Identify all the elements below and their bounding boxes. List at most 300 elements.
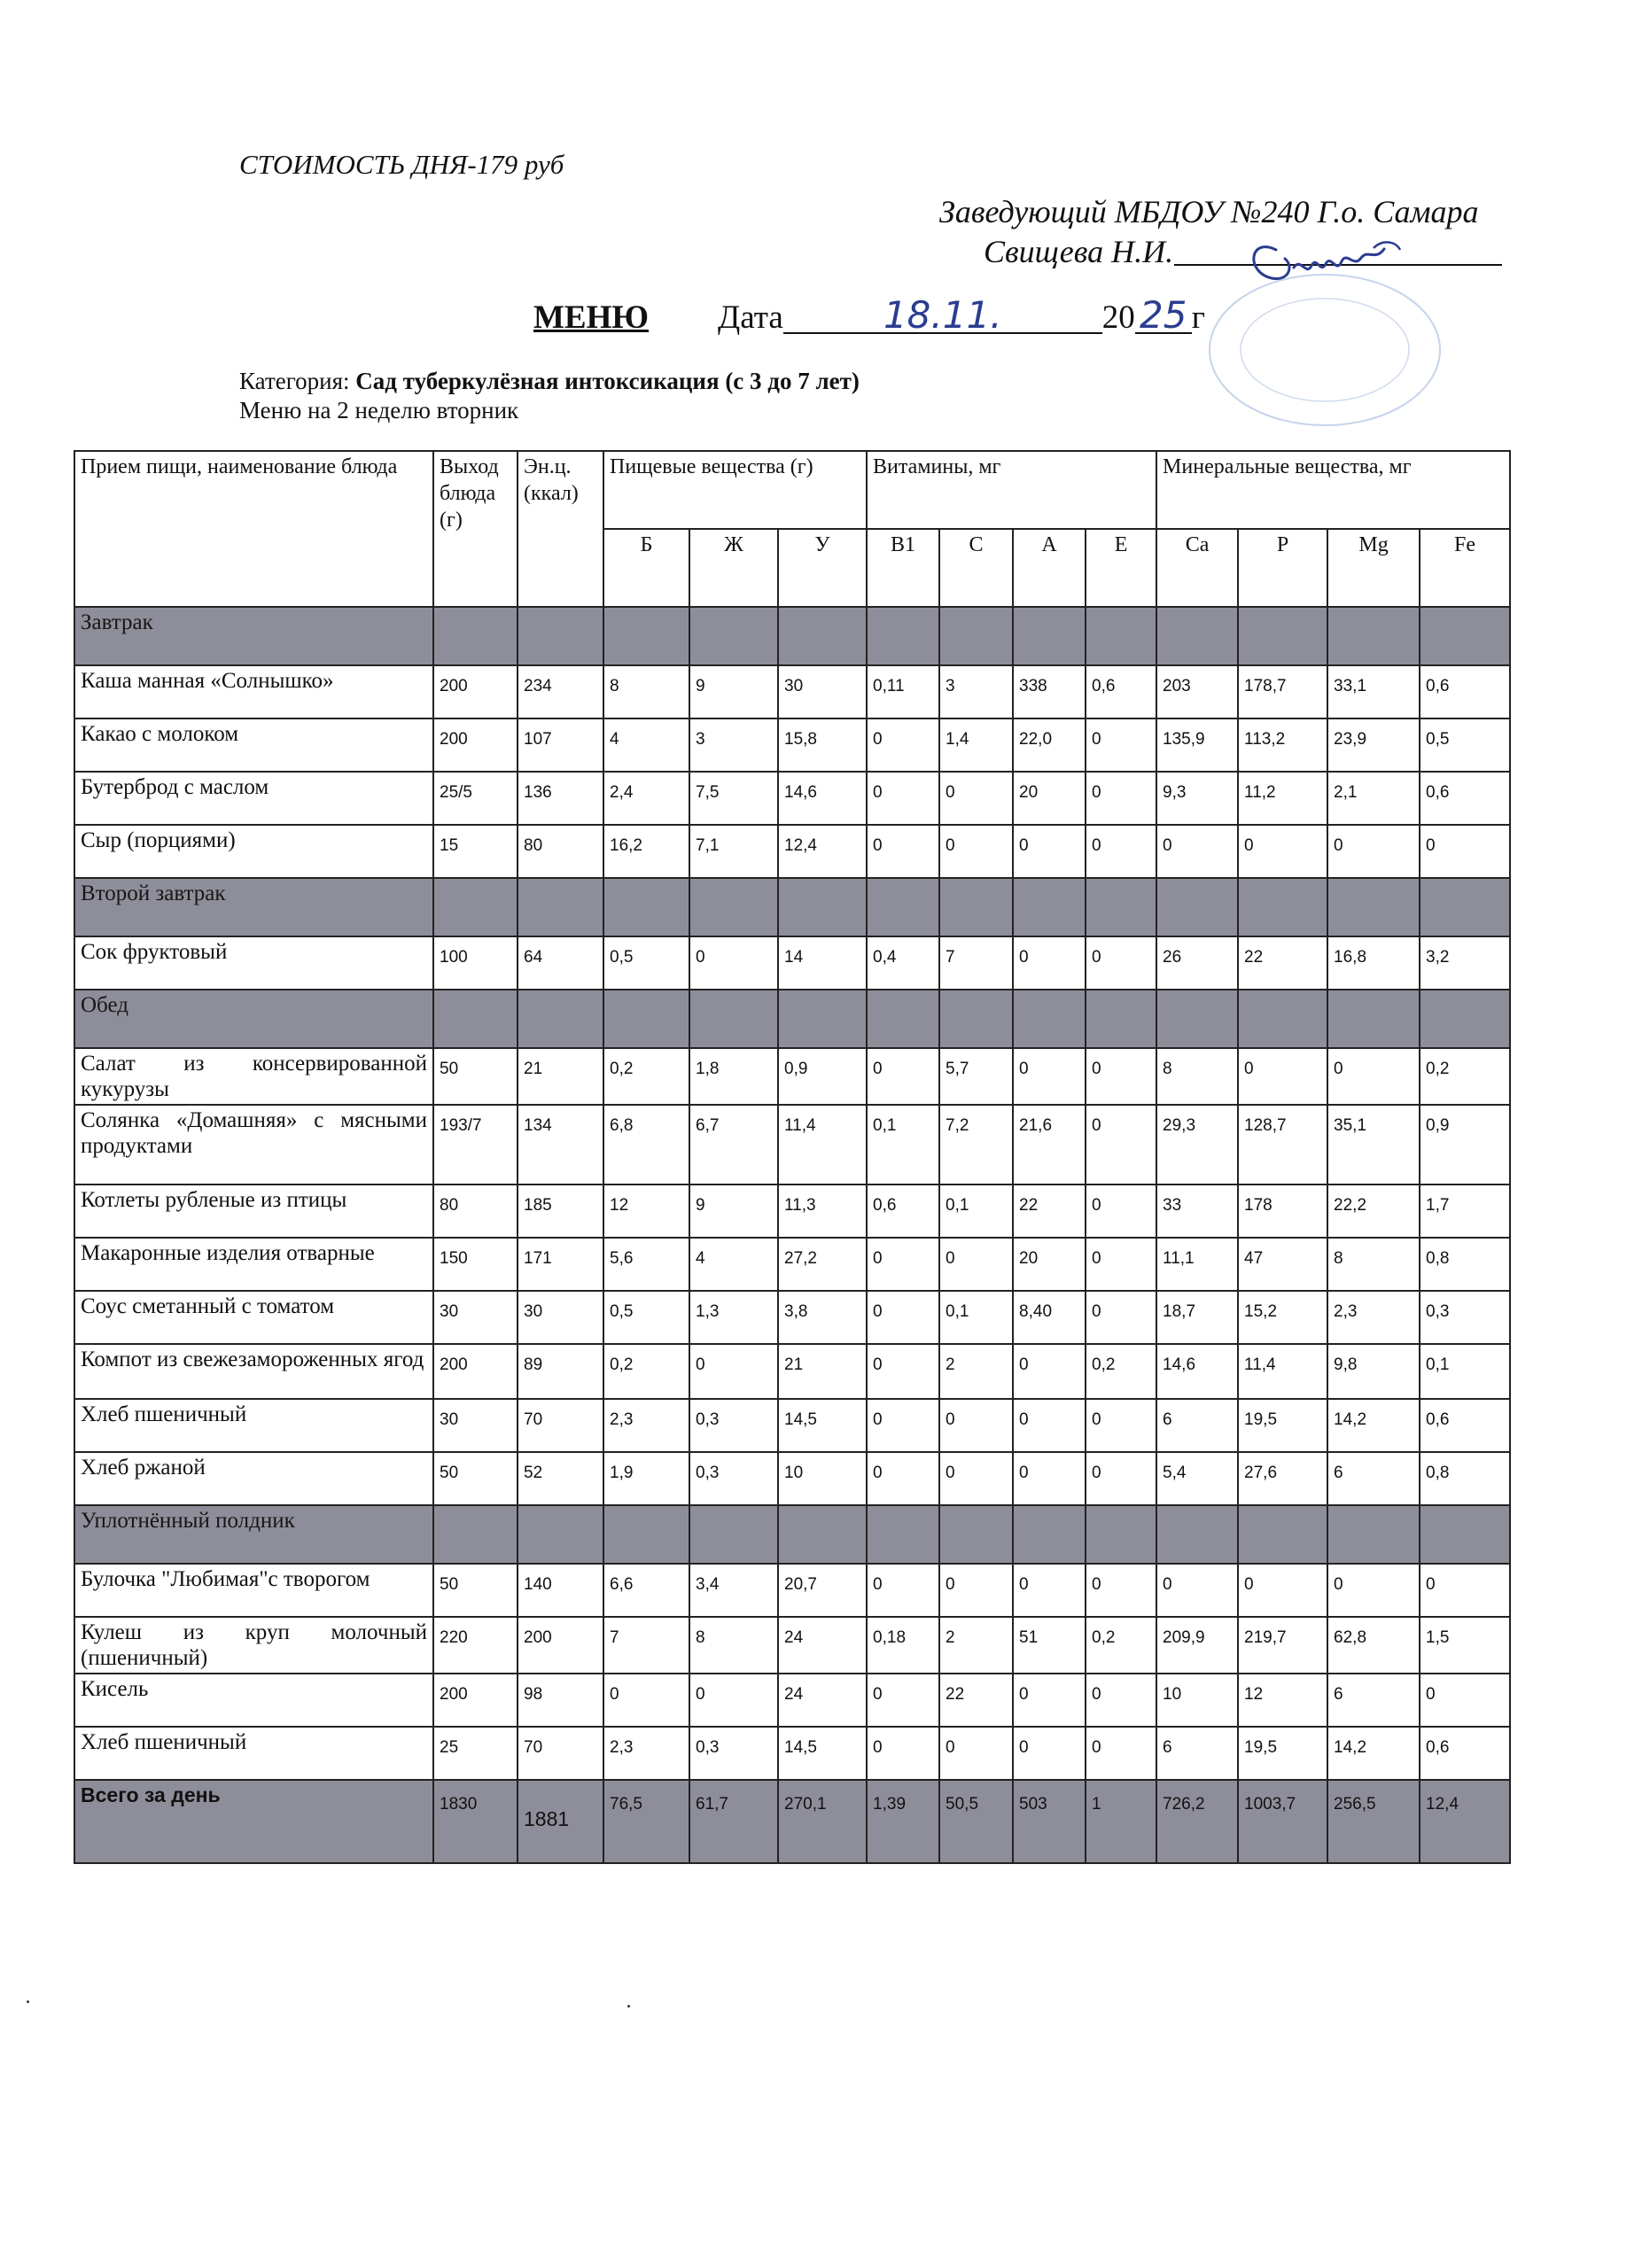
value-cell: 0 [1013, 1674, 1086, 1727]
value-cell: 8,40 [1013, 1291, 1086, 1344]
table-row [74, 1564, 1510, 1617]
section-cell [1013, 607, 1086, 665]
value-cell: 50,5 [939, 1780, 1013, 1863]
value-cell: 200 [433, 1674, 518, 1727]
dish-name: Солянка «Домашняя» с мясными продуктами [74, 1105, 433, 1184]
section-cell [1013, 990, 1086, 1048]
value-cell: 0 [1086, 1564, 1156, 1617]
value-cell: 22 [1238, 936, 1327, 990]
value-cell: 15 [433, 825, 518, 878]
value-cell: 6 [1156, 1399, 1238, 1452]
dish-name: Компот из свежезамороженных ягод [74, 1344, 433, 1399]
section-cell [1420, 607, 1510, 665]
section-cell [778, 607, 867, 665]
value-cell: 0 [939, 1452, 1013, 1505]
table-row [74, 665, 1510, 718]
value-cell: 0,18 [867, 1617, 939, 1674]
value-cell: 1830 [433, 1780, 518, 1863]
section-cell [1420, 1505, 1510, 1564]
section-cell [1327, 990, 1420, 1048]
year-prefix: 20 [1101, 299, 1135, 336]
value-cell: 64 [518, 936, 603, 990]
value-cell: 0 [1086, 1238, 1156, 1291]
section-cell [867, 607, 939, 665]
section-cell [518, 1505, 603, 1564]
value-cell: 30 [433, 1291, 518, 1344]
section-cell [778, 878, 867, 936]
section-cell [1327, 607, 1420, 665]
date-line [718, 293, 1205, 337]
value-cell: 0,3 [689, 1399, 778, 1452]
category-label: Категория: [239, 368, 350, 394]
section-cell [603, 1505, 689, 1564]
value-cell: 0 [1086, 1674, 1156, 1727]
value-cell: 185 [518, 1184, 603, 1238]
section-row [74, 990, 1510, 1048]
value-cell: 203 [1156, 665, 1238, 718]
value-cell: 200 [433, 1344, 518, 1399]
section-cell [518, 878, 603, 936]
section-cell [867, 1505, 939, 1564]
subheader-cell: B1 [867, 529, 939, 607]
subheader-cell: С [939, 529, 1013, 607]
header-minerals: Минеральные вещества, мг [1156, 451, 1510, 529]
value-cell: 0 [1156, 825, 1238, 878]
value-cell: 0 [939, 1564, 1013, 1617]
subheader-cell: Р [1238, 529, 1327, 607]
section-cell [1420, 990, 1510, 1048]
table-row [74, 1184, 1510, 1238]
value-cell: 3,2 [1420, 936, 1510, 990]
value-cell: 98 [518, 1674, 603, 1727]
value-cell: 1,9 [603, 1452, 689, 1505]
value-cell: 193/7 [433, 1105, 518, 1184]
value-cell: 29,3 [1156, 1105, 1238, 1184]
value-cell: 26 [1156, 936, 1238, 990]
header-energy: Эн.ц. (ккал) [518, 451, 603, 607]
section-cell [1156, 878, 1238, 936]
value-cell: 0 [1420, 825, 1510, 878]
value-cell: 22 [1013, 1184, 1086, 1238]
date-value: 18.11. [783, 299, 1102, 334]
value-cell: 0 [1327, 825, 1420, 878]
section-cell [1238, 878, 1327, 936]
value-cell: 0 [939, 772, 1013, 825]
section-cell [518, 607, 603, 665]
table-row [74, 1399, 1510, 1452]
value-cell: 0 [867, 1238, 939, 1291]
value-cell: 14,2 [1327, 1399, 1420, 1452]
week-line: Меню на 2 неделю вторник [239, 397, 519, 423]
table-row [74, 1048, 1510, 1105]
value-cell: 0 [1327, 1048, 1420, 1105]
value-cell: 52 [518, 1452, 603, 1505]
value-cell: 178 [1238, 1184, 1327, 1238]
value-cell: 0 [939, 1399, 1013, 1452]
value-cell: 21 [518, 1048, 603, 1105]
value-cell: 5,4 [1156, 1452, 1238, 1505]
value-cell: 503 [1013, 1780, 1086, 1863]
section-cell [939, 878, 1013, 936]
value-cell: 0,5 [603, 936, 689, 990]
value-cell: 0 [1156, 1564, 1238, 1617]
dish-name: Соус сметанный с томатом [74, 1291, 433, 1344]
value-cell: 6 [1327, 1674, 1420, 1727]
section-cell [1086, 607, 1156, 665]
value-cell: 30 [778, 665, 867, 718]
value-cell: 2 [939, 1617, 1013, 1674]
section-cell [939, 990, 1013, 1048]
value-cell: 3 [939, 665, 1013, 718]
value-cell: 7,1 [689, 825, 778, 878]
value-cell: 0 [1013, 1344, 1086, 1399]
value-cell: 8 [603, 665, 689, 718]
value-cell: 0 [1013, 1564, 1086, 1617]
section-cell [867, 878, 939, 936]
section-cell [867, 990, 939, 1048]
category-value: Сад туберкулёзная интоксикация (с 3 до 7 лет) [355, 368, 860, 394]
value-cell: 0 [1086, 772, 1156, 825]
value-cell: 0 [689, 1674, 778, 1727]
value-cell: 15,8 [778, 718, 867, 772]
value-cell: 0,4 [867, 936, 939, 990]
value-cell: 338 [1013, 665, 1086, 718]
subheader-cell: Fe [1420, 529, 1510, 607]
value-cell: 11,4 [778, 1105, 867, 1184]
value-cell: 14 [778, 936, 867, 990]
section-cell [1238, 607, 1327, 665]
value-cell: 35,1 [1327, 1105, 1420, 1184]
value-cell: 1 [1086, 1780, 1156, 1863]
value-cell: 19,5 [1238, 1727, 1327, 1780]
section-cell [939, 607, 1013, 665]
value-cell: 14,6 [1156, 1344, 1238, 1399]
value-cell: 134 [518, 1105, 603, 1184]
value-cell: 3 [689, 718, 778, 772]
value-cell: 30 [518, 1291, 603, 1344]
value-cell: 0 [1420, 1564, 1510, 1617]
value-cell: 14,5 [778, 1399, 867, 1452]
value-cell: 0,2 [603, 1344, 689, 1399]
dish-name: Хлеб ржаной [74, 1452, 433, 1505]
table-row [74, 1727, 1510, 1780]
value-cell: 0 [867, 1344, 939, 1399]
value-cell: 0 [689, 936, 778, 990]
value-cell: 50 [433, 1564, 518, 1617]
value-cell: 9,8 [1327, 1344, 1420, 1399]
value-cell: 6 [1327, 1452, 1420, 1505]
value-cell: 61,7 [689, 1780, 778, 1863]
value-cell: 0 [1013, 1048, 1086, 1105]
section-cell [1086, 878, 1156, 936]
date-label: Дата [718, 299, 783, 336]
value-cell: 7 [939, 936, 1013, 990]
value-cell: 2,1 [1327, 772, 1420, 825]
value-cell: 33 [1156, 1184, 1238, 1238]
value-cell: 0 [867, 825, 939, 878]
table-row [74, 772, 1510, 825]
table-row [74, 825, 1510, 878]
value-cell: 1003,7 [1238, 1780, 1327, 1863]
section-row [74, 1505, 1510, 1564]
value-cell: 6 [1156, 1727, 1238, 1780]
value-cell: 1,5 [1420, 1617, 1510, 1674]
value-cell: 0 [939, 1727, 1013, 1780]
value-cell: 0 [867, 1727, 939, 1780]
value-cell: 209,9 [1156, 1617, 1238, 1674]
value-cell: 50 [433, 1048, 518, 1105]
value-cell: 0,3 [689, 1727, 778, 1780]
value-cell: 25 [433, 1727, 518, 1780]
director-name: Свищева Н.И. [984, 234, 1174, 269]
section-cell [518, 990, 603, 1048]
value-cell: 20,7 [778, 1564, 867, 1617]
dish-name: Сыр (порциями) [74, 825, 433, 878]
value-cell: 4 [603, 718, 689, 772]
section-cell [603, 990, 689, 1048]
section-title: Второй завтрак [74, 878, 433, 936]
value-cell: 70 [518, 1727, 603, 1780]
value-cell: 234 [518, 665, 603, 718]
value-cell: 25/5 [433, 772, 518, 825]
value-cell: 8 [1156, 1048, 1238, 1105]
value-cell: 0,9 [778, 1048, 867, 1105]
table-row [74, 1291, 1510, 1344]
section-cell [603, 607, 689, 665]
day-cost: СТОИМОСТЬ ДНЯ-179 руб [239, 149, 564, 180]
section-cell [939, 1505, 1013, 1564]
value-cell: 24 [778, 1617, 867, 1674]
value-cell: 16,2 [603, 825, 689, 878]
total-row [74, 1780, 1510, 1863]
value-cell: 5,7 [939, 1048, 1013, 1105]
value-cell: 50 [433, 1452, 518, 1505]
director-title: Заведующий МБДОУ №240 Г.о. Самара [939, 194, 1479, 229]
value-cell: 256,5 [1327, 1780, 1420, 1863]
value-cell: 0 [867, 1564, 939, 1617]
value-cell: 7,2 [939, 1105, 1013, 1184]
value-cell: 19,5 [1238, 1399, 1327, 1452]
section-row [74, 878, 1510, 936]
section-cell [433, 607, 518, 665]
section-cell [689, 878, 778, 936]
value-cell: 76,5 [603, 1780, 689, 1863]
value-cell: 113,2 [1238, 718, 1327, 772]
section-cell [778, 990, 867, 1048]
dish-name: Всего за день [74, 1780, 433, 1863]
value-cell: 24 [778, 1674, 867, 1727]
menu-body [74, 607, 1510, 1863]
value-cell: 178,7 [1238, 665, 1327, 718]
value-cell: 7,5 [689, 772, 778, 825]
value-cell: 0,9 [1420, 1105, 1510, 1184]
value-cell: 200 [433, 665, 518, 718]
signature-icon [1241, 232, 1409, 294]
value-cell: 22,0 [1013, 718, 1086, 772]
section-cell [1156, 990, 1238, 1048]
value-cell: 0,2 [1420, 1048, 1510, 1105]
value-cell: 2 [939, 1344, 1013, 1399]
value-cell: 2,3 [603, 1399, 689, 1452]
value-cell: 18,7 [1156, 1291, 1238, 1344]
value-cell: 0 [1086, 1727, 1156, 1780]
value-cell: 1,3 [689, 1291, 778, 1344]
value-cell: 200 [518, 1617, 603, 1674]
value-cell: 0 [1238, 1048, 1327, 1105]
section-title: Уплотнённый полдник [74, 1505, 433, 1564]
value-cell: 0 [1086, 1184, 1156, 1238]
value-cell: 220 [433, 1617, 518, 1674]
value-cell: 1,8 [689, 1048, 778, 1105]
value-cell: 14,2 [1327, 1727, 1420, 1780]
value-cell: 47 [1238, 1238, 1327, 1291]
value-cell: 11,4 [1238, 1344, 1327, 1399]
section-row [74, 607, 1510, 665]
value-cell: 4 [689, 1238, 778, 1291]
dish-name: Каша манная «Солнышко» [74, 665, 433, 718]
value-cell: 0 [867, 1674, 939, 1727]
year-suffix: г [1191, 299, 1205, 336]
value-cell: 12,4 [1420, 1780, 1510, 1863]
table-row [74, 936, 1510, 990]
value-cell: 27,2 [778, 1238, 867, 1291]
value-cell: 11,2 [1238, 772, 1327, 825]
value-cell: 0,3 [1420, 1291, 1510, 1344]
value-cell: 128,7 [1238, 1105, 1327, 1184]
value-cell: 0,1 [1420, 1344, 1510, 1399]
value-cell: 14,6 [778, 772, 867, 825]
value-cell: 5,6 [603, 1238, 689, 1291]
dish-name: Хлеб пшеничный [74, 1727, 433, 1780]
value-cell: 0,3 [689, 1452, 778, 1505]
value-cell: 270,1 [778, 1780, 867, 1863]
value-cell: 0 [1013, 1452, 1086, 1505]
value-cell: 0,2 [603, 1048, 689, 1105]
value-cell: 219,7 [1238, 1617, 1327, 1674]
section-cell [1013, 878, 1086, 936]
value-cell: 0,5 [1420, 718, 1510, 772]
value-cell: 33,1 [1327, 665, 1420, 718]
value-cell: 0 [603, 1674, 689, 1727]
dish-name: Котлеты рубленые из птицы [74, 1184, 433, 1238]
scan-dot [627, 2005, 630, 2008]
table-row [74, 1617, 1510, 1674]
value-cell: 0,1 [867, 1105, 939, 1184]
value-cell: 21 [778, 1344, 867, 1399]
section-cell [1420, 878, 1510, 936]
subheader-cell: Е [1086, 529, 1156, 607]
value-cell: 6,6 [603, 1564, 689, 1617]
value-cell: 0 [1086, 936, 1156, 990]
table-row [74, 1105, 1510, 1184]
value-cell: 22,2 [1327, 1184, 1420, 1238]
value-cell: 0 [1086, 1291, 1156, 1344]
value-cell: 0,11 [867, 665, 939, 718]
value-cell: 0,6 [1420, 1727, 1510, 1780]
section-cell [1086, 1505, 1156, 1564]
category-line [239, 368, 860, 395]
value-cell: 150 [433, 1238, 518, 1291]
value-cell: 6,8 [603, 1105, 689, 1184]
section-cell [433, 878, 518, 936]
value-cell: 0,6 [1420, 772, 1510, 825]
value-cell: 12 [603, 1184, 689, 1238]
table-row [74, 1344, 1510, 1399]
header-dish: Прием пищи, наименование блюда [74, 451, 433, 607]
value-cell: 140 [518, 1564, 603, 1617]
section-cell [689, 607, 778, 665]
value-cell: 20 [1013, 772, 1086, 825]
value-cell: 22 [939, 1674, 1013, 1727]
value-cell: 0 [1086, 718, 1156, 772]
value-cell: 12,4 [778, 825, 867, 878]
table-row [74, 718, 1510, 772]
value-cell: 1,39 [867, 1780, 939, 1863]
value-cell: 0 [1238, 1564, 1327, 1617]
value-cell: 0 [1013, 936, 1086, 990]
value-cell: 89 [518, 1344, 603, 1399]
value-cell: 0 [867, 1291, 939, 1344]
section-cell [1086, 990, 1156, 1048]
value-cell: 9,3 [1156, 772, 1238, 825]
value-cell: 10 [778, 1452, 867, 1505]
value-cell: 20 [1013, 1238, 1086, 1291]
dish-name: Какао с молоком [74, 718, 433, 772]
header-vitamins: Витамины, мг [867, 451, 1156, 529]
value-cell: 0,6 [867, 1184, 939, 1238]
value-cell: 16,8 [1327, 936, 1420, 990]
value-cell: 80 [518, 825, 603, 878]
year-value: 25 [1135, 299, 1192, 334]
value-cell: 62,8 [1327, 1617, 1420, 1674]
value-cell: 0 [1013, 1399, 1086, 1452]
section-cell [1156, 607, 1238, 665]
table-row [74, 1452, 1510, 1505]
value-cell: 0,6 [1086, 665, 1156, 718]
value-cell: 0 [867, 772, 939, 825]
value-cell: 726,2 [1156, 1780, 1238, 1863]
menu-table [74, 450, 1511, 1864]
value-cell: 12 [1238, 1674, 1327, 1727]
value-cell: 2,4 [603, 772, 689, 825]
dish-name: Макаронные изделия отварные [74, 1238, 433, 1291]
value-cell: 136 [518, 772, 603, 825]
menu-title: МЕНЮ [533, 299, 650, 336]
value-cell: 14,5 [778, 1727, 867, 1780]
header-row [74, 451, 1510, 529]
section-cell [1238, 990, 1327, 1048]
section-cell [433, 1505, 518, 1564]
value-cell: 11,3 [778, 1184, 867, 1238]
value-cell: 8 [1327, 1238, 1420, 1291]
subheader-cell: Mg [1327, 529, 1420, 607]
value-cell: 0 [1086, 825, 1156, 878]
section-cell [1327, 878, 1420, 936]
value-cell: 1,7 [1420, 1184, 1510, 1238]
dish-name: Хлеб пшеничный [74, 1399, 433, 1452]
value-cell: 70 [518, 1399, 603, 1452]
value-cell: 0 [1013, 1727, 1086, 1780]
value-cell: 0 [1327, 1564, 1420, 1617]
value-cell: 0,5 [603, 1291, 689, 1344]
value-cell: 2,3 [603, 1727, 689, 1780]
value-cell: 200 [433, 718, 518, 772]
subheader-cell: А [1013, 529, 1086, 607]
subheader-cell: Са [1156, 529, 1238, 607]
value-cell: 0,8 [1420, 1452, 1510, 1505]
value-cell: 0 [1086, 1048, 1156, 1105]
value-cell: 3,4 [689, 1564, 778, 1617]
